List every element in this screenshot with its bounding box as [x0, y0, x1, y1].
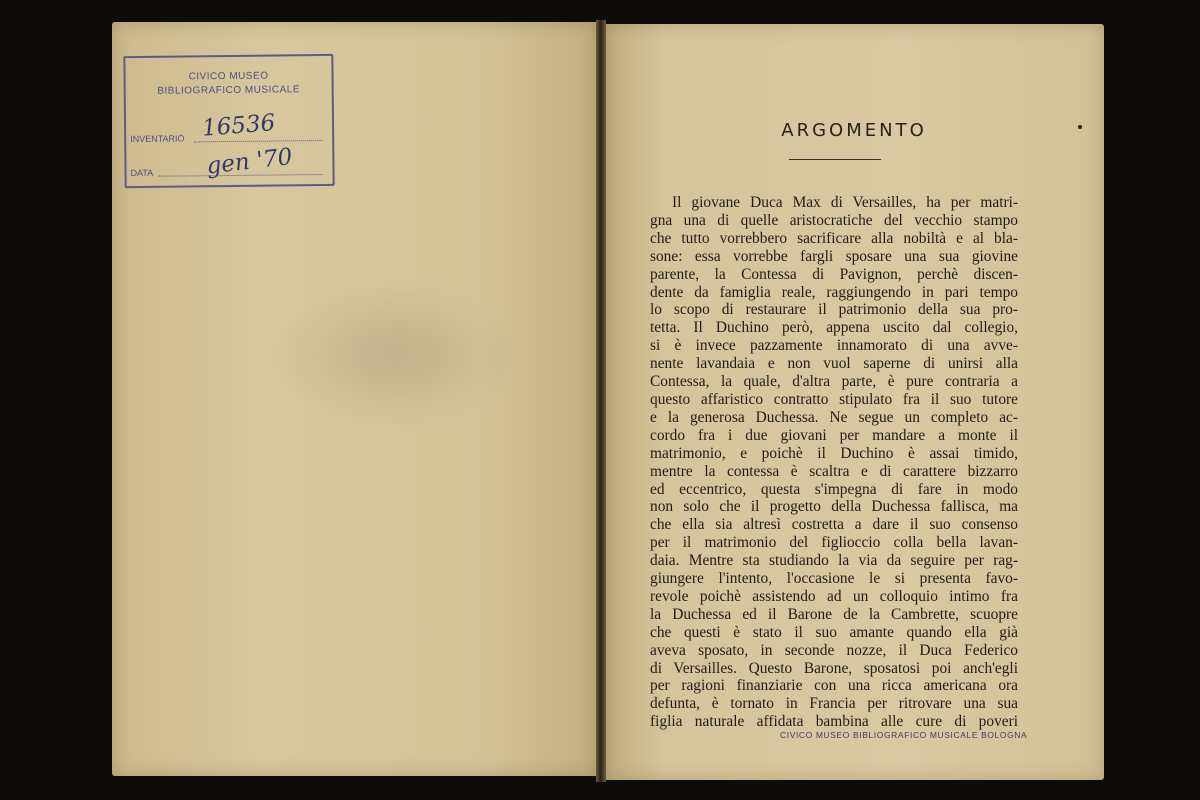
stamp-inventory-label: INVENTARIO: [130, 133, 185, 145]
library-stamp: [123, 54, 334, 188]
body-text: [650, 194, 1018, 731]
text-line: revole poichè assistendo ad un colloquio intimo fra: [650, 587, 1018, 605]
stamp-title-line-2: BIBLIOGRAFICO MUSICALE: [157, 84, 301, 97]
text-line: defunta, è tornato in Francia per ritrovare una sua: [650, 695, 1018, 713]
text-line: la Duchessa ed il Barone de la Cambrette, scuopre: [650, 605, 1018, 623]
text-line: aveva sposato, in seconde nozze, il Duca Federico: [650, 641, 1018, 659]
text-line: sone: essa vorrebbe fargli sposare una sua giovine: [650, 247, 1018, 265]
stamp-date-label: DATA: [130, 167, 154, 179]
text-line: per il matrimonio del figlioccio colla bella lavan-: [650, 534, 1018, 552]
text-line: giungere l'intento, l'occasione le si presenta favo-: [650, 570, 1018, 588]
text-line: e la generosa Duchessa. Ne segue un completo ac-: [650, 408, 1018, 426]
text-line: ed eccentrico, questa s'impegna di fare in modo: [650, 480, 1018, 498]
text-line: tetta. Il Duchino però, appena uscito dal collegio,: [650, 319, 1018, 337]
text-line: cordo fra i due giovani per mandare a monte il: [650, 426, 1018, 444]
text-line: che questi è stato il suo amante quando ella già: [650, 623, 1018, 641]
heading-rule: [789, 159, 881, 160]
ink-spot: [1078, 125, 1082, 129]
text-line: daia. Mentre sta studiando la via da seguire per rag-: [650, 552, 1018, 570]
text-line: per ragioni finanziarie con una ricca americana ora: [650, 677, 1018, 695]
text-line: gna una di quelle aristocratiche del vecchio stampo: [650, 211, 1018, 229]
stamp-date-value: gen '70: [205, 143, 294, 180]
text-line: si è invece pazzamente innamorato di una avve-: [650, 337, 1018, 355]
text-line: parente, la Contessa di Pavignon, perchè discen-: [650, 265, 1018, 283]
stamp-title-line-1: CIVICO MUSEO: [188, 70, 269, 83]
text-line: mentre la contessa è scaltra e di carattere bizzarro: [650, 462, 1018, 480]
text-line: lo scopo di restaurare il patrimonio della sua pro-: [650, 301, 1018, 319]
text-line: dente da famiglia reale, raggiungendo in pari tempo: [650, 283, 1018, 301]
text-line: figlia naturale affidata bambina alle cure di poveri: [650, 713, 1018, 731]
text-line: nente lavandaia e non vuol saperne di unirsi alla: [650, 355, 1018, 373]
text-line: matrimonio, e poichè il Duchino è assai timido,: [650, 444, 1018, 462]
text-line: di Versailles. Questo Barone, sposatosi poi anch'egli: [650, 659, 1018, 677]
text-line: che tutto vorrebbero sacrificare alla nobiltà e al bla-: [650, 229, 1018, 247]
text-line: non solo che il progetto della Duchessa fallisca, ma: [650, 498, 1018, 516]
page-heading: ARGOMENTO: [781, 120, 927, 141]
show-through-logo: [270, 280, 520, 430]
text-line: che ella sia altresì costretta a dare il suo consenso: [650, 516, 1018, 534]
stamp-inventory-value: 16536: [201, 110, 277, 142]
text-line: Il giovane Duca Max di Versailles, ha per matri-: [672, 194, 1018, 211]
footer-library-stamp: CIVICO MUSEO BIBLIOGRAFICO MUSICALE BOLOGNA: [780, 730, 1028, 740]
text-line: Contessa, la quale, d'altra parte, è pure contraria a: [650, 373, 1018, 391]
text-line: questo affaristico contratto stipulato fra il suo tutore: [650, 390, 1018, 408]
